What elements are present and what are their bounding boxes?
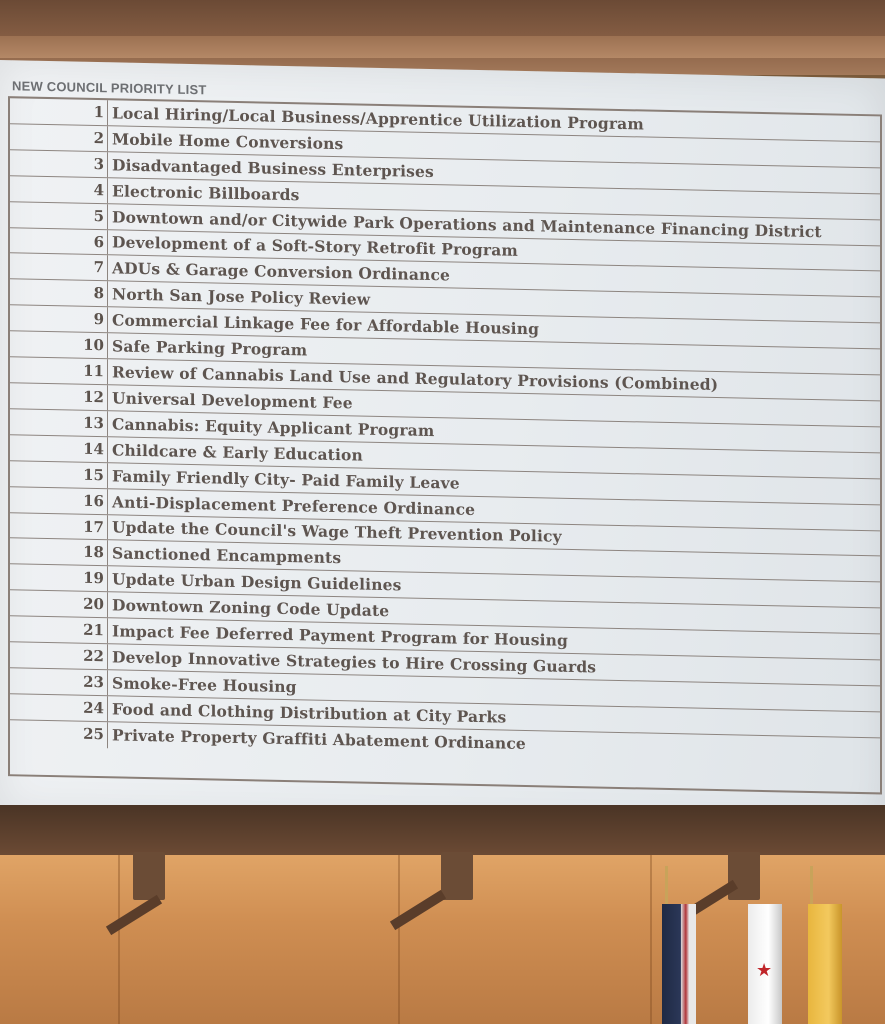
priority-number: 12: [10, 383, 108, 410]
flag-pole: [665, 866, 668, 906]
priority-number: 8: [10, 280, 108, 307]
priority-number: 13: [10, 409, 108, 436]
priority-label: ADUs & Garage Conversion Ordinance: [112, 258, 451, 285]
priority-label: Impact Fee Deferred Payment Program for Housing: [112, 621, 569, 650]
priority-label: Cannabis: Equity Applicant Program: [112, 414, 435, 440]
priority-number: 14: [10, 435, 108, 462]
priority-label: Electronic Billboards: [112, 181, 300, 204]
priority-label: Update the Council's Wage Theft Prevention Policy: [112, 517, 562, 547]
wall-panel-line: [118, 855, 120, 1024]
priority-label: Review of Cannabis Land Use and Regulatory Provisions (Combined): [112, 362, 719, 395]
screen-beam: [0, 805, 885, 855]
priority-number: 23: [10, 668, 108, 695]
priority-label: Disadvantaged Business Enterprises: [112, 155, 434, 181]
wall-panel-line: [650, 855, 652, 1024]
priority-label: Local Hiring/Local Business/Apprentice Utilization Program: [112, 103, 644, 134]
screen-bracket: [728, 852, 760, 900]
screen-bracket: [133, 852, 165, 900]
priority-label: Update Urban Design Guidelines: [112, 569, 402, 595]
ceiling-band: [0, 36, 885, 58]
priority-label: Childcare & Early Education: [112, 440, 363, 465]
star-icon: ★: [756, 960, 773, 981]
priority-number: 4: [10, 176, 108, 203]
priority-number: 19: [10, 565, 108, 592]
priority-label: Smoke-Free Housing: [112, 673, 297, 697]
priority-number: 25: [10, 720, 108, 748]
priority-label: North San Jose Policy Review: [112, 284, 371, 310]
priority-number: 11: [10, 357, 108, 384]
priority-number: 10: [10, 331, 108, 358]
priority-label: Development of a Soft-Story Retrofit Program: [112, 232, 518, 261]
priority-number: 3: [10, 150, 108, 177]
priority-label: Private Property Graffiti Abatement Ordinance: [112, 725, 526, 754]
priority-number: 9: [10, 305, 108, 332]
priority-number: 5: [10, 202, 108, 229]
priority-label: Commercial Linkage Fee for Affordable Housing: [112, 310, 540, 339]
priority-number: 21: [10, 616, 108, 643]
priority-number: 1: [10, 98, 108, 125]
priority-label: Develop Innovative Strategies to Hire Crossing Guards: [112, 647, 597, 677]
city-flag-icon: [808, 904, 842, 1024]
priority-label: Safe Parking Program: [112, 336, 308, 360]
us-flag-icon: [662, 904, 696, 1024]
priority-label: Family Friendly City- Paid Family Leave: [112, 465, 460, 493]
priority-number: 20: [10, 590, 108, 617]
priority-label: Downtown and/or Citywide Park Operations and Maintenance Financing District: [112, 206, 822, 241]
flag-pole: [810, 866, 813, 906]
slide-title: NEW COUNCIL PRIORITY LIST: [12, 78, 207, 98]
priority-label: Anti-Displacement Preference Ordinance: [112, 491, 476, 519]
screen-bracket: [441, 852, 473, 900]
priority-table: [8, 96, 882, 794]
wall-panel-line: [398, 855, 400, 1024]
projection-screen: [0, 60, 885, 831]
priority-label: Universal Development Fee: [112, 388, 353, 413]
priority-number: 7: [10, 254, 108, 281]
priority-number: 22: [10, 642, 108, 669]
priority-label: Food and Clothing Distribution at City Parks: [112, 699, 507, 727]
priority-number: 15: [10, 461, 108, 488]
priority-number: 16: [10, 487, 108, 514]
priority-label: Downtown Zoning Code Update: [112, 595, 390, 621]
priority-number: 2: [10, 124, 108, 151]
priority-label: Sanctioned Encampments: [112, 543, 342, 568]
priority-label: Mobile Home Conversions: [112, 129, 344, 154]
priority-number: 18: [10, 539, 108, 566]
priority-number: 17: [10, 513, 108, 540]
priority-number: 24: [10, 694, 108, 721]
priority-number: 6: [10, 228, 108, 255]
